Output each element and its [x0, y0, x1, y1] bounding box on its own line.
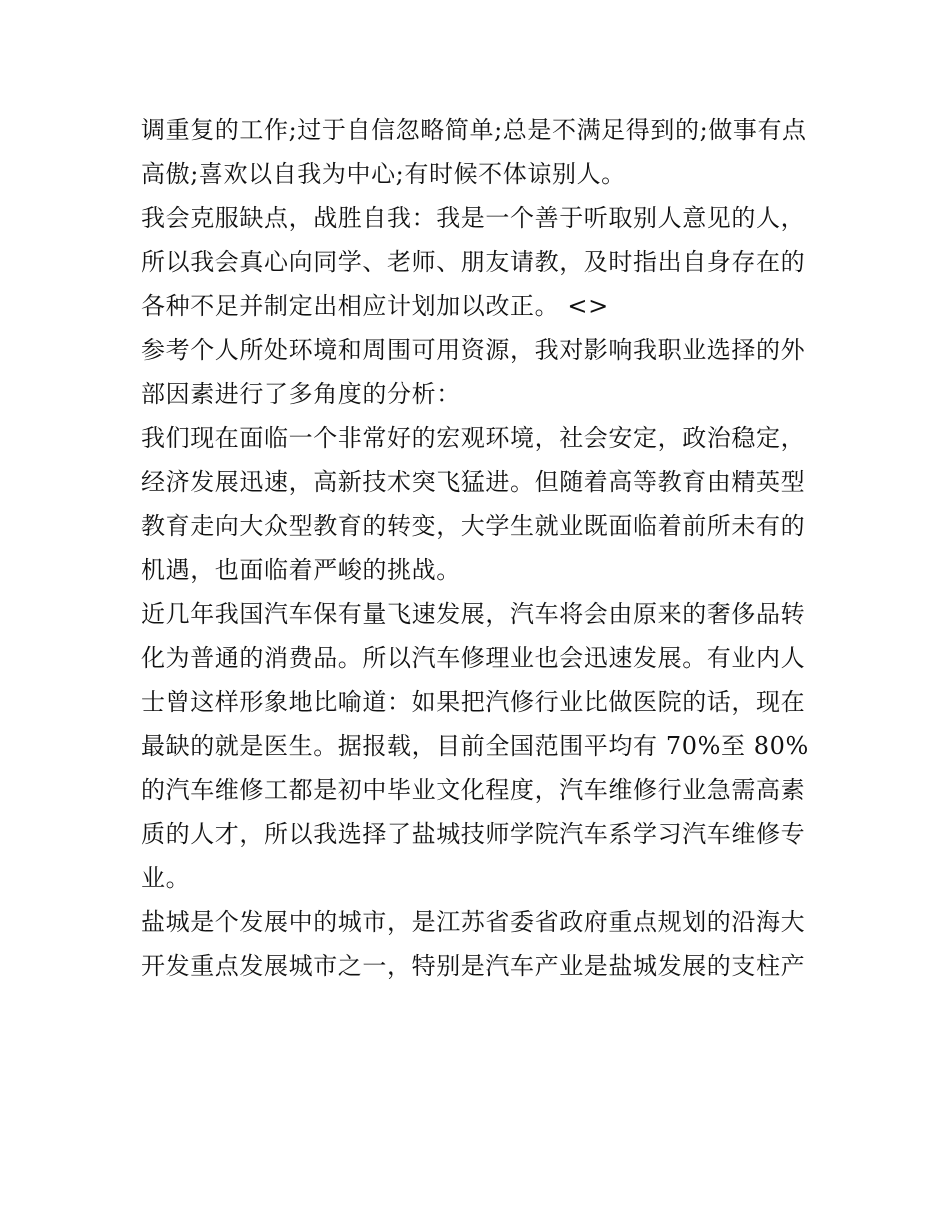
- text-line: 业。: [141, 864, 191, 892]
- text-line: 参考个人所处环境和周围可用资源，我对影响我职业选择的外: [141, 336, 806, 364]
- text-line: 士曾这样形象地比喻道：如果把汽修行业比做医院的话，现在: [141, 688, 806, 716]
- text-line: 所以我会真心向同学、老师、朋友请教，及时指出自身存在的: [141, 248, 806, 276]
- text-line: 教育走向大众型教育的转变，大学生就业既面临着前所未有的: [141, 512, 806, 540]
- text-line: 高傲;喜欢以自我为中心;有时候不体谅别人。: [141, 160, 626, 188]
- text-line: 经济发展迅速，高新技术突飞猛进。但随着高等教育由精英型: [141, 468, 806, 496]
- text-line: 调重复的工作;过于自信忽略简单;总是不满足得到的;做事有点: [141, 116, 807, 144]
- text-line: 机遇，也面临着严峻的挑战。: [141, 556, 461, 584]
- text-line: 开发重点发展城市之一，特别是汽车产业是盐城发展的支柱产: [141, 952, 806, 980]
- text-line: 盐城是个发展中的城市，是江苏省委省政府重点规划的沿海大: [141, 908, 806, 936]
- text-line: 近几年我国汽车保有量飞速发展，汽车将会由原来的奢侈品转: [141, 600, 806, 628]
- text-line: 的汽车维修工都是初中毕业文化程度，汽车维修行业急需高素: [141, 776, 806, 804]
- document-body: [141, 108, 813, 988]
- text-line: 化为普通的消费品。所以汽车修理业也会迅速发展。有业内人: [141, 644, 806, 672]
- text-line: 最缺的就是医生。据报载，目前全国范围平均有 70%至 80%: [141, 732, 809, 760]
- text-line: 我们现在面临一个非常好的宏观环境，社会安定，政治稳定，: [141, 424, 806, 452]
- text-line: 我会克服缺点，战胜自我：我是一个善于听取别人意见的人，: [141, 204, 806, 232]
- text-line: 部因素进行了多角度的分析：: [141, 380, 461, 408]
- text-line: 各种不足并制定出相应计划加以改正。 <>: [141, 292, 609, 320]
- text-line: 质的人才，所以我选择了盐城技师学院汽车系学习汽车维修专: [141, 820, 806, 848]
